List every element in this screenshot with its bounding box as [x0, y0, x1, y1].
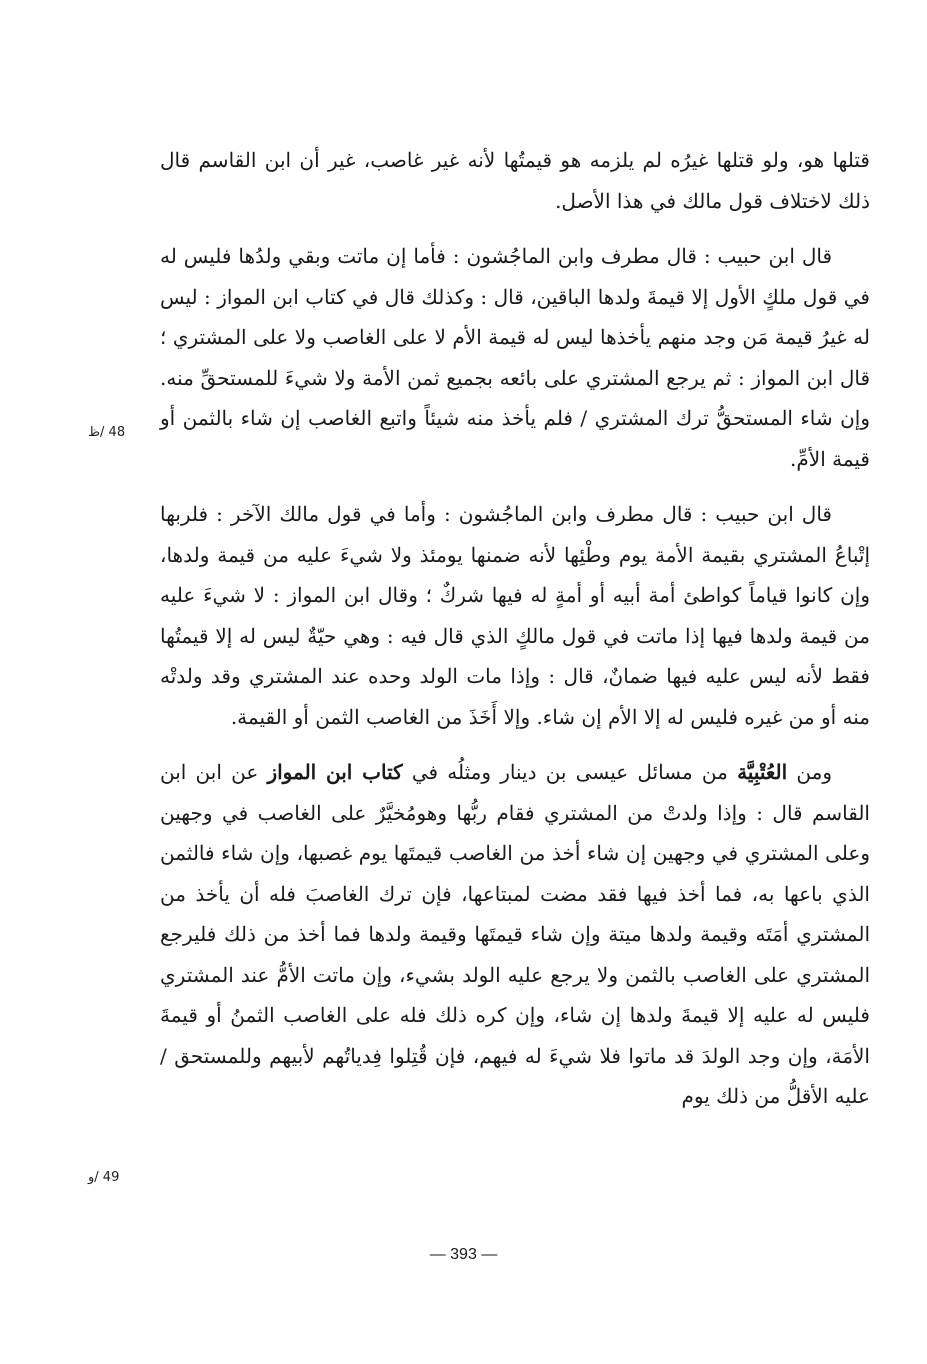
- text-segment: قتلها هو، ولو قتلها غيرُه لم يلزمه هو قيمتُها لأنه غير غاصب، غير أن ابن القاسم قال ذلك لاختلاف قول مالك في هذا الأصل.: [160, 148, 870, 213]
- paragraph-3: [160, 494, 870, 737]
- text-segment: ومن: [787, 760, 832, 784]
- page-number: — 393 —: [429, 1246, 498, 1263]
- main-text: [160, 140, 870, 1132]
- text-segment: من مسائل عيسى بن دينار ومثلُه في: [402, 760, 738, 784]
- folio-marker-48: 48 /ظ: [88, 425, 126, 440]
- paragraph-1: [160, 140, 870, 221]
- paragraph-4: [160, 752, 870, 1117]
- text-segment: قال ابن حبيب : قال مطرف وابن الماجُشون : فأما إن ماتت وبقي ولدُها فليس له في قول ملكٍ الأول إلا قيمةَ ولدها الباقين، قال : وكذلك قال في كتاب ابن المواز : ليس له غيرُ قيمة مَن وجد منهم يأخذها ليس له قيمة الأم لا على الغاصب ولا على المشتري ؛ قال ابن المواز : ثم يرجع المشتري على بائعه بجميع ثمن الأمة ولا شيءَ للمستحقِّ منه. وإن شاء المستحقُّ ترك المشتري / فلم يأخذ منه شيئاً واتبع الغاصب إن شاء بالثمن أو قيمة الأمِّ.: [160, 244, 870, 471]
- folio-marker-49: 49 /و: [88, 1170, 120, 1185]
- text-segment: عن ابن ابن القاسم قال : وإذا ولدتْ من المشتري فقام ربُّها وهومُخيَّرٌ على الغاصب في وجهين وعلى المشتري في وجهين إن شاء أخذ من الغاصب قيمتَها يوم غصبها، وإن شاء فالثمن الذي باعها به، فما أخذ فيها فقد مضت لمبتاعها، فإن ترك الغاصبَ فله أن يأخذ من المشتري أمَتَه وقيمة ولدها ميتة وإن شاء قيمتَها وقيمة ولدها فما أخذ من ذلك فليرجع المشتري على الغاصب بالثمن ولا يرجع عليه الولد بشيء، وإن ماتت الأمُّ عند المشتري فليس له عليه إلا قيمةَ ولدها إن شاء، وإن كره ذلك فله على الغاصب الثمنُ أو قيمةَ الأمَة، وإن وجد الولدَ قد ماتوا فلا شيءَ له فيهم، فإن قُتِلوا فِدياتُهم لأبيهم وللمستحق / عليه الأقلُّ من ذلك يوم: [160, 760, 870, 1108]
- text-segment: قال ابن حبيب : قال مطرف وابن الماجُشون : وأما في قول مالك الآخر : فلربها إتْباعُ المشتري بقيمة الأمة يوم وطْئِها لأنه ضمنها يومئذ ولا شيءَ عليه من قيمة ولدها، وإن كانوا قياماً كواطئ أمة أبيه أو أمةٍ له فيها شركٌ ؛ وقال ابن المواز : لا شيءَ عليه من قيمة ولدها فيها إذا ماتت في قول مالكٍ الذي قال فيه : وهي حيّةٌ ليس له إلا قيمتُها فقط لأنه ليس عليه فيها ضمانٌ، قال : وإذا مات الولد وحده عند المشتري وقد ولدتْه منه أو من غيره فليس له إلا الأم إن شاء. وإلا أَخَذَ من الغاصب الثمن أو القيمة.: [160, 502, 870, 729]
- paragraph-2: [160, 236, 870, 479]
- bold-citation: كتاب ابن المواز: [267, 760, 403, 784]
- bold-citation: العُتْبِيَّة: [737, 760, 788, 784]
